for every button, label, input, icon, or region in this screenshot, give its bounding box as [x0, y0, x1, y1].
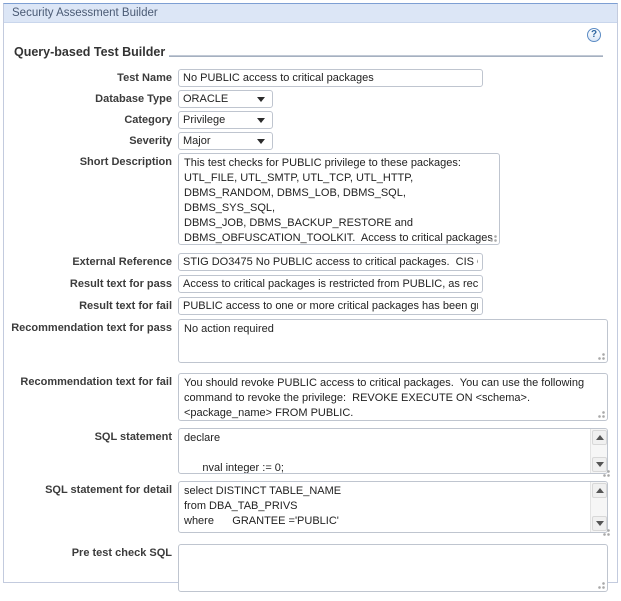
recommendation-fail-textarea[interactable] — [178, 373, 608, 421]
row-test-name — [8, 69, 609, 87]
database-type-value: ORACLE — [183, 93, 229, 105]
test-name-label: Test Name — [117, 71, 172, 84]
result-fail-input[interactable] — [178, 297, 483, 315]
chevron-down-icon — [257, 118, 265, 123]
severity-value: Major — [183, 135, 211, 147]
pre-test-check-sql-label: Pre test check SQL — [71, 547, 172, 559]
scroll-up-button[interactable] — [592, 430, 607, 445]
row-database-type — [8, 90, 609, 108]
short-description-label: Short Description — [79, 156, 172, 168]
sql-statement-detail-label: SQL statement for detail — [45, 484, 172, 496]
row-sql-statement-detail — [8, 481, 609, 533]
window-titlebar — [4, 4, 617, 23]
row-recommendation-pass — [8, 319, 609, 363]
section-title: Query-based Test Builder — [14, 45, 166, 59]
window-title: Security Assessment Builder — [12, 7, 158, 19]
help-icon[interactable]: ? — [587, 28, 601, 42]
row-pre-test-check-sql — [8, 544, 609, 592]
triangle-up-icon — [596, 435, 604, 440]
severity-label: Severity — [129, 134, 172, 147]
database-type-select[interactable] — [178, 90, 273, 108]
resize-grip-icon[interactable] — [595, 352, 605, 361]
row-external-reference — [8, 253, 609, 271]
severity-select[interactable] — [178, 132, 273, 150]
recommendation-pass-label: Recommendation text for pass — [11, 322, 172, 334]
sql-statement-label: SQL statement — [94, 431, 172, 443]
resize-grip-icon[interactable] — [595, 410, 605, 419]
section-header — [14, 45, 609, 59]
section-divider — [169, 55, 603, 57]
category-select[interactable] — [178, 111, 273, 129]
scroll-up-button[interactable] — [592, 483, 607, 498]
result-pass-input[interactable] — [178, 275, 483, 293]
form-content — [4, 23, 617, 592]
triangle-up-icon — [596, 488, 604, 493]
external-reference-input[interactable] — [178, 253, 483, 271]
triangle-down-icon — [596, 462, 604, 467]
row-severity — [8, 132, 609, 150]
triangle-down-icon — [596, 521, 604, 526]
recommendation-fail-label: Recommendation text for fail — [20, 376, 172, 388]
row-category — [8, 111, 609, 129]
chevron-down-icon — [257, 139, 265, 144]
security-assessment-builder-window — [3, 3, 618, 583]
result-pass-label: Result text for pass — [69, 277, 172, 290]
category-label: Category — [124, 113, 172, 126]
resize-grip-icon[interactable] — [600, 469, 610, 478]
result-fail-label: Result text for fail — [79, 299, 172, 312]
recommendation-pass-textarea[interactable] — [178, 319, 608, 363]
row-result-fail — [8, 297, 609, 315]
resize-grip-icon[interactable] — [487, 234, 497, 243]
sql-statement-detail-textarea[interactable] — [178, 481, 608, 533]
row-sql-statement — [8, 428, 609, 474]
resize-grip-icon[interactable] — [600, 528, 610, 537]
resize-grip-icon[interactable] — [595, 581, 605, 590]
chevron-down-icon — [257, 97, 265, 102]
database-type-label: Database Type — [95, 92, 172, 105]
vertical-scrollbar[interactable] — [590, 482, 607, 532]
pre-test-check-sql-textarea[interactable] — [178, 544, 608, 592]
category-value: Privilege — [183, 114, 226, 126]
short-description-textarea[interactable] — [178, 153, 500, 245]
row-short-description — [8, 153, 609, 245]
test-name-input[interactable] — [178, 69, 483, 87]
row-result-pass — [8, 275, 609, 293]
vertical-scrollbar[interactable] — [590, 429, 607, 473]
sql-statement-textarea[interactable] — [178, 428, 608, 474]
row-recommendation-fail — [8, 373, 609, 421]
external-reference-label: External Reference — [72, 255, 172, 268]
